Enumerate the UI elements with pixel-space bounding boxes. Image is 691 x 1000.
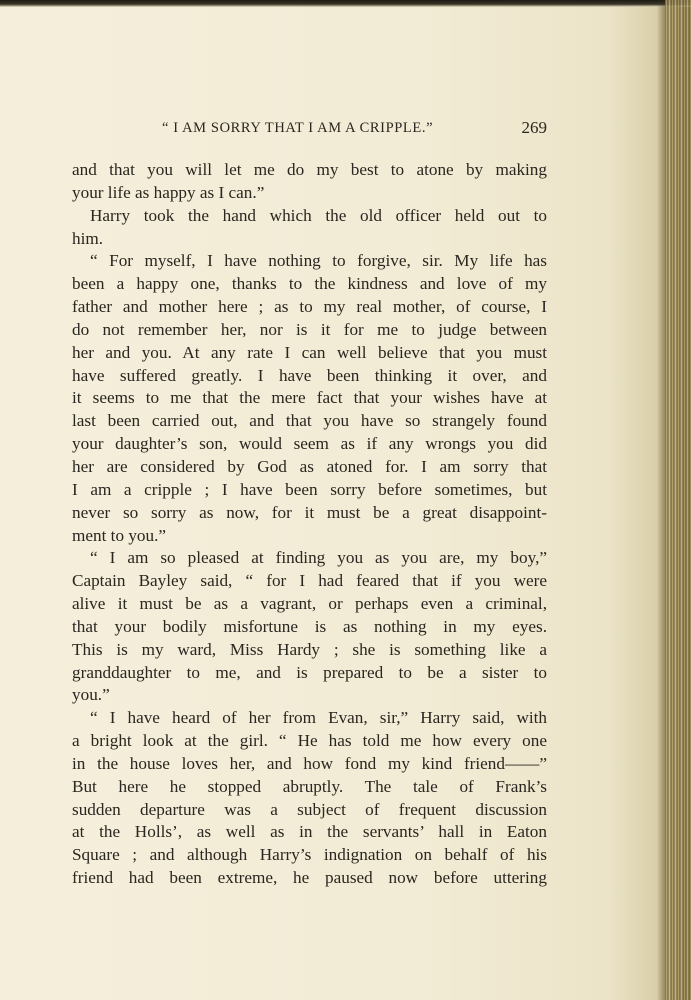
text-line: friend had been extreme, he paused now before uttering bbox=[72, 868, 547, 888]
text-line: I am a cripple ; I have been sorry before sometimes, but bbox=[72, 479, 547, 499]
spine-shadow bbox=[657, 0, 665, 1000]
text-line: “ I have heard of her from Evan, sir,” Harry said, with bbox=[90, 708, 547, 728]
text-line: ment to you.” bbox=[72, 525, 167, 545]
text-line: and that you will let me do my best to atone by making bbox=[72, 160, 547, 179]
text-line: Captain Bayley said, “ for I had feared that if you were bbox=[72, 571, 547, 591]
text-line: do not remember her, nor is it for me to judge between bbox=[72, 319, 547, 339]
running-head: “ I AM SORRY THAT I AM A CRIPPLE.” bbox=[162, 120, 434, 136]
page-header bbox=[72, 116, 547, 140]
text-line: that your bodily misfortune is as nothing in my eyes. bbox=[72, 616, 547, 636]
text-line: a bright look at the girl. “ He has told me how every one bbox=[72, 731, 547, 751]
text-line: But here he stopped abruptly. The tale of Frank’s bbox=[72, 776, 547, 796]
text-line: father and mother here ; as to my real mother, of course, I bbox=[72, 297, 547, 317]
text-line: Harry took the hand which the old officer held out to bbox=[90, 205, 547, 225]
text-line: him. bbox=[72, 228, 104, 248]
text-line: granddaughter to me, and is prepared to be a sister to bbox=[72, 662, 547, 682]
text-line: last been carried out, and that you have so strangely found bbox=[72, 411, 547, 431]
text-line: it seems to me that the mere fact that your wishes have at bbox=[72, 388, 547, 408]
text-line: your daughter’s son, would seem as if any wrongs you did bbox=[72, 434, 547, 454]
text-line: you.” bbox=[72, 685, 110, 705]
text-line: This is my ward, Miss Hardy ; she is something like a bbox=[72, 639, 547, 659]
text-line: Square ; and although Harry’s indignation on behalf of his bbox=[72, 845, 547, 865]
text-line: your life as happy as I can.” bbox=[72, 182, 265, 202]
body-text bbox=[72, 159, 547, 890]
page-top-edge bbox=[0, 0, 691, 7]
text-line: at the Holls’, as well as in the servants’ hall in Eaton bbox=[72, 822, 547, 842]
text-line: “ I am so pleased at finding you as you are, my boy,” bbox=[90, 548, 547, 568]
text-line: sudden departure was a subject of frequent discussion bbox=[72, 799, 547, 819]
text-line: her and you. At any rate I can well believe that you must bbox=[72, 342, 547, 362]
text-line: her are considered by God as atoned for. I am sorry that bbox=[72, 456, 547, 476]
text-line: been a happy one, thanks to the kindness and love of my bbox=[72, 274, 547, 294]
book-spine bbox=[665, 0, 691, 1000]
text-line: never so sorry as now, for it must be a great disappoint- bbox=[72, 502, 547, 522]
text-line: in the house loves her, and how fond my kind friend——” bbox=[72, 753, 547, 773]
text-line: “ For myself, I have nothing to forgive, sir. My life has bbox=[90, 251, 547, 271]
page-number: 269 bbox=[521, 118, 547, 137]
text-line: have suffered greatly. I have been thinking it over, and bbox=[72, 365, 547, 385]
text-line: alive it must be as a vagrant, or perhaps even a criminal, bbox=[72, 594, 547, 614]
